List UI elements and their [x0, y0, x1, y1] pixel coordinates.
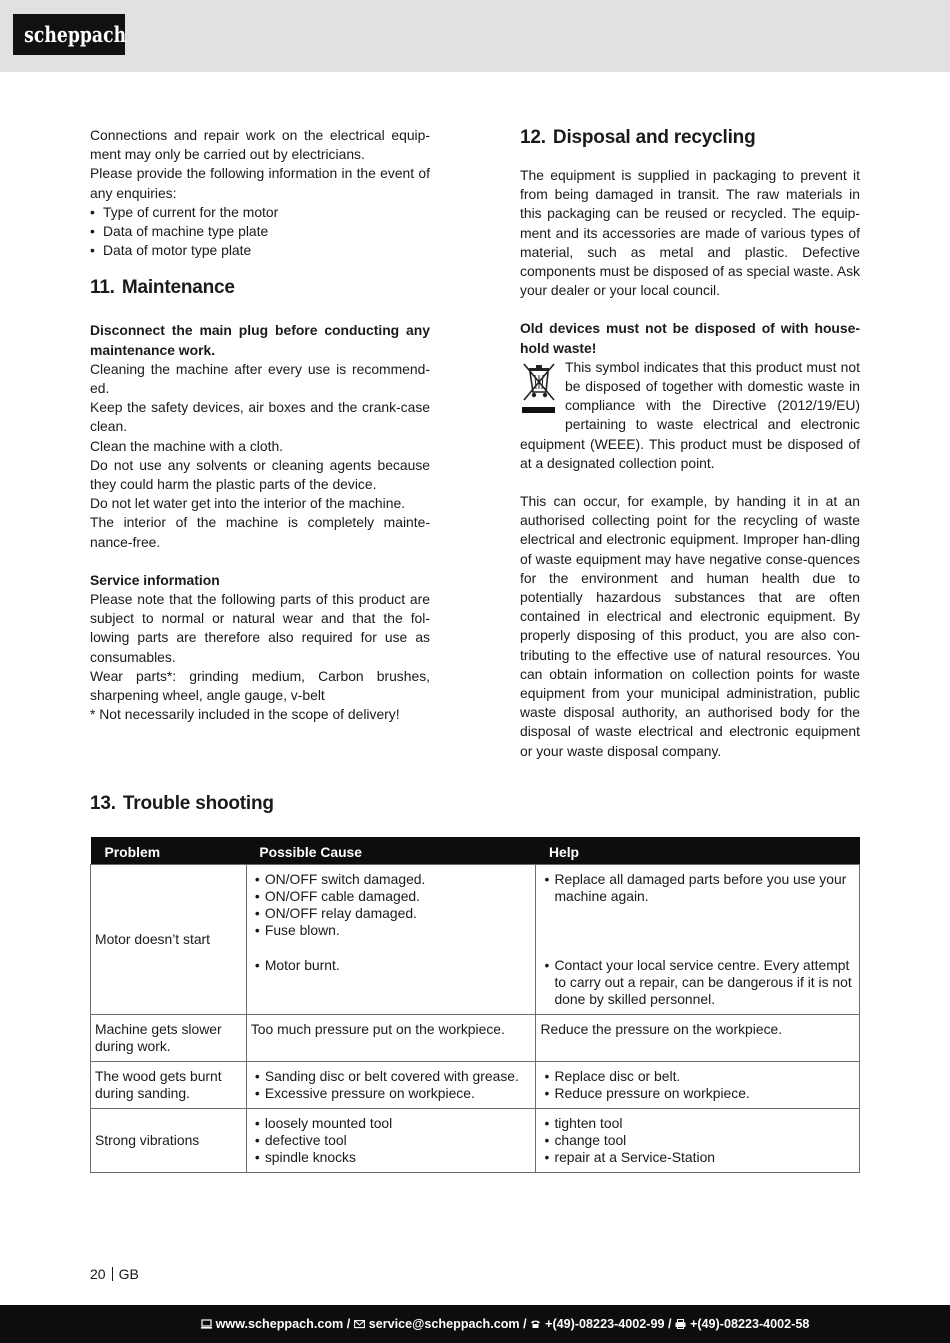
- service-footnote: * Not necessarily included in the scope of delivery!: [90, 706, 400, 723]
- section-heading-maintenance: 11. Maintenance: [90, 277, 235, 299]
- problem-cell: Motor doesn’t start: [91, 864, 247, 1014]
- maintenance-paragraph: Cleaning the machine after every use is recommend-ed.: [90, 360, 430, 397]
- collection-paragraph: This can occur, for example, by handing it in at an authorised collecting point for the recycling of waste electrical and electronic equipment. Improper han-dling of waste equipment may have negative conse-quences for the environment and human health due to potentially hazardous substances that are often contained in electrical and electronic equipment. By properly disposing of this product, you are also con-tributing to the effective use of natural resources. You can obtain information on collection points for waste equipment from your municipal administration, public waste disposal authority, an authorised body for the disposal of waste electrical and electronic equipment or your waste disposal company.: [520, 493, 860, 759]
- cause-item: • Fuse blown.: [251, 922, 532, 939]
- page-number: 20 GB: [90, 1266, 139, 1282]
- cause-item: • ON/OFF switch damaged.: [251, 871, 532, 888]
- service-paragraph: Wear parts*: grinding medium, Carbon brushes, sharpening wheel, angle gauge, v-belt: [90, 667, 430, 704]
- cause-cell: Too much pressure put on the workpiece.: [246, 1014, 536, 1061]
- website-link[interactable]: www.scheppach.com: [215, 1317, 344, 1331]
- help-cell: [536, 1061, 860, 1108]
- service-paragraph: Please note that the following parts of this product are subject to normal or natural wear and that the fol-lowing parts are therefore also required for use as consumables.: [90, 591, 430, 665]
- disposal-paragraph: The equipment is supplied in packaging to prevent it from being damaged in transit. The raw materials in this packaging can be reused or recycled. The equip-ment and its accessories are made of various types of material, such as metal and plastic. Defective components must be disposed of as special waste. Ask your dealer or your local council.: [520, 167, 860, 299]
- cause-item: • spindle knocks: [251, 1149, 532, 1166]
- table-row: [91, 864, 860, 1014]
- column-header-help: Help: [536, 837, 860, 864]
- service-heading: Service information: [90, 571, 220, 588]
- column-header-problem: Problem: [91, 837, 247, 864]
- cause-item: • ON/OFF relay damaged.: [251, 905, 532, 922]
- help-item: • Replace all damaged parts before you use your machine again.: [540, 871, 855, 905]
- cause-cell: [246, 1108, 536, 1172]
- brand-logo: scheppach: [13, 14, 125, 55]
- intro-paragraph: Connections and repair work on the electrical equip-ment may only be carried out by electricians.: [90, 127, 430, 163]
- maintenance-paragraph: Do not let water get into the interior of the machine.: [90, 495, 406, 512]
- help-item: • repair at a Service-Station: [540, 1149, 855, 1166]
- disposal-warning: Old devices must not be disposed of with house-hold waste!: [520, 320, 860, 356]
- maintenance-paragraph: Do not use any solvents or cleaning agents because they could harm the plastic parts of the device.: [90, 456, 430, 493]
- list-item: • Data of machine type plate: [90, 222, 430, 241]
- help-item: • Contact your local service centre. Every attempt to carry out a repair, can be dangerous if it is not done by skilled personnel.: [540, 957, 855, 1008]
- maintenance-paragraph: Clean the machine with a cloth.: [90, 437, 284, 454]
- cause-item: • Motor burnt.: [251, 957, 532, 974]
- header-band: [0, 0, 950, 72]
- list-item: • Data of motor type plate: [90, 241, 430, 260]
- cause-item: • Sanding disc or belt covered with grease.: [251, 1068, 532, 1085]
- section-heading-trouble-shooting: 13. Trouble shooting: [90, 793, 274, 814]
- trouble-shooting-table: [90, 837, 860, 1173]
- left-column: [90, 126, 430, 724]
- enquiry-paragraph: Please provide the following information in the event of any enquiries:: [90, 165, 430, 201]
- cause-cell: [246, 864, 536, 1014]
- table-row: [91, 1014, 860, 1061]
- cause-item: • ON/OFF cable damaged.: [251, 888, 532, 905]
- table-row: [91, 1108, 860, 1172]
- phone-icon: [530, 1306, 541, 1316]
- help-item: • Reduce pressure on workpiece.: [540, 1085, 855, 1102]
- cause-item: • defective tool: [251, 1132, 532, 1149]
- help-item: • Replace disc or belt.: [540, 1068, 855, 1085]
- phone-number[interactable]: +(49)-08223-4002-99: [545, 1317, 665, 1331]
- footer-separator: /: [343, 1317, 354, 1331]
- help-cell: [536, 864, 860, 1014]
- help-item: • change tool: [540, 1132, 855, 1149]
- maintenance-paragraph: Keep the safety devices, air boxes and the crank-case clean.: [90, 399, 430, 435]
- problem-cell: Machine gets slower during work.: [91, 1014, 247, 1061]
- column-header-cause: Possible Cause: [246, 837, 536, 864]
- problem-cell: Strong vibrations: [91, 1108, 247, 1172]
- fax-icon: [675, 1306, 686, 1316]
- maintenance-warning: Disconnect the main plug before conducting any maintenance work.: [90, 322, 430, 358]
- section-heading-disposal: 12. Disposal and recycling: [520, 127, 756, 148]
- email-link[interactable]: service@scheppach.com: [368, 1317, 520, 1331]
- crossed-out-wheelie-bin-icon: [520, 360, 560, 416]
- help-cell: Reduce the pressure on the workpiece.: [536, 1014, 860, 1061]
- footer-bar: [0, 1305, 950, 1343]
- cause-item: • Excessive pressure on workpiece.: [251, 1085, 532, 1102]
- computer-icon: [201, 1306, 212, 1316]
- table-header-row: [91, 837, 860, 864]
- cause-cell: [246, 1061, 536, 1108]
- cause-item: • loosely mounted tool: [251, 1115, 532, 1132]
- weee-paragraph: This symbol indicates that this product must not be disposed of together with domestic waste in compliance with the Directive (2012/19/EU) pertaining to waste electrical and electronic equipment (WEEE). This product must be disposed of at a designated collection point.: [520, 358, 860, 471]
- footer-separator: /: [519, 1317, 531, 1331]
- page-separator: [112, 1267, 113, 1281]
- maintenance-paragraph: The interior of the machine is completely mainte-nance-free.: [90, 514, 430, 550]
- help-item: • tighten tool: [540, 1115, 855, 1132]
- weee-block: [520, 358, 860, 473]
- problem-cell: The wood gets burnt during sanding.: [91, 1061, 247, 1108]
- table-row: [91, 1061, 860, 1108]
- email-icon: [354, 1306, 365, 1316]
- right-column: [520, 126, 860, 761]
- fax-number[interactable]: +(49)-08223-4002-58: [690, 1317, 810, 1331]
- list-item: • Type of current for the motor: [90, 203, 430, 222]
- help-cell: [536, 1108, 860, 1172]
- footer-separator: /: [664, 1317, 675, 1331]
